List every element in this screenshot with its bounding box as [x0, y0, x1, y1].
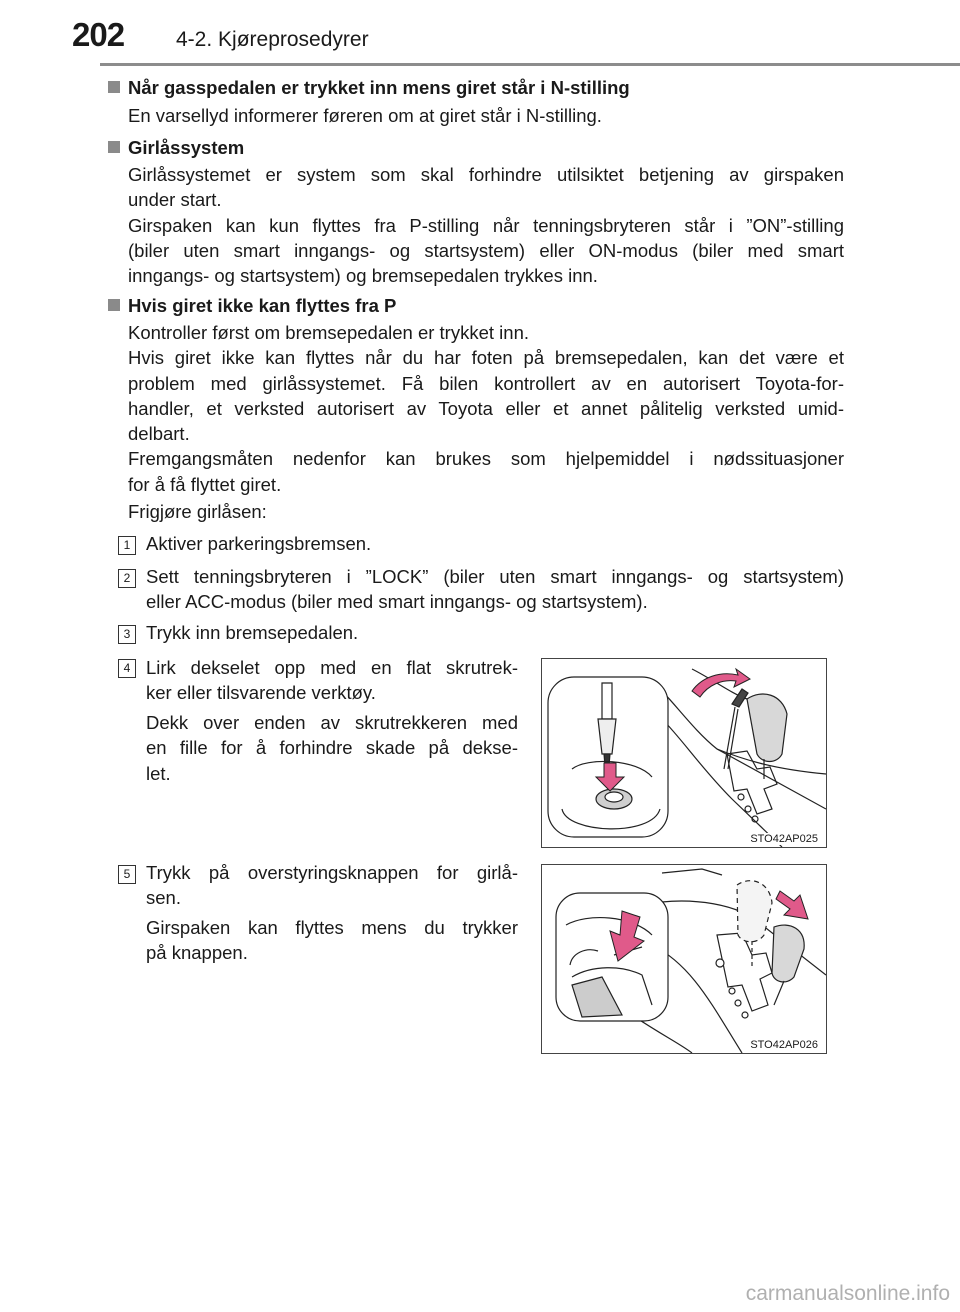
heading-shift-lock: Girlåssystem	[108, 136, 244, 160]
figure-code: STO42AP026	[750, 1039, 818, 1051]
paragraph-release-intro: Frigjøre girlåsen:	[128, 501, 267, 522]
heading-cannot-shift: Hvis giret ikke kan flyttes fra P	[108, 294, 396, 318]
step-number-1: 1	[118, 536, 136, 555]
step-4-text: Lirk dekselet opp med en flat skrutrek- ker eller tilsvarende verktøy.	[146, 657, 518, 704]
step-number-4: 4	[118, 659, 136, 678]
header-divider	[100, 63, 960, 66]
page-number: 202	[72, 16, 125, 53]
paragraph-shift-lock: Girlåssystemet er system som skal forhindre utilsiktet betjening av girspaken under start. Girspaken kan kun flyttes fra P-stilling når tenningsbryteren står i ”ON”-stilling (biler uten smart inngangs- og startsystem) eller ON-modus (biler med smart inngangs- og startsystem) og bremsepedalen trykkes inn.	[128, 164, 844, 287]
step-4-note: Dekk over enden av skrutrekkeren med en fille for å forhindre skade på dekse- let.	[146, 712, 518, 784]
page-header	[0, 0, 960, 62]
watermark: carmanualsonline.info	[745, 1282, 950, 1305]
paragraph-n-position: En varsellyd informerer føreren om at giret står i N-stilling.	[128, 105, 602, 126]
figure-release-button	[541, 864, 827, 1054]
figure-pry-cover-illustration	[542, 659, 826, 847]
paragraph-cannot-shift: Kontroller først om bremsepedalen er trykket inn. Hvis giret ikke kan flyttes når du har foten på bremsepedalen, kan det være et problem med girlåssystemet. Få bilen kontrollert av en autorisert Toyota-for- handler, et verksted autorisert av Toyota eller et annet pålitelig verksted umid- delbart. Fremgangsmåten nedenfor kan brukes som hjelpemiddel i nødssituasjoner for å få flyttet giret.	[128, 322, 844, 495]
step-5-text: Trykk på overstyringsknappen for girlå- sen.	[146, 862, 518, 909]
heading-n-position: Når gasspedalen er trykket inn mens giret står i N-stilling	[108, 76, 630, 100]
square-bullet-icon	[108, 141, 120, 153]
step-number-5: 5	[118, 865, 136, 884]
figure-release-button-illustration	[542, 865, 826, 1053]
step-3-text: Trykk inn bremsepedalen.	[146, 622, 359, 643]
step-number-3: 3	[118, 625, 136, 644]
step-2-text: Sett tenningsbryteren i ”LOCK” (biler uten smart inngangs- og startsystem) eller ACC-modus (biler med smart inngangs- og startsystem).	[146, 566, 844, 613]
step-number-2: 2	[118, 569, 136, 588]
step-5-note: Girspaken kan flyttes mens du trykker på knappen.	[146, 917, 518, 964]
section-title: 4-2. Kjøreprosedyrer	[176, 28, 369, 51]
step-1-text: Aktiver parkeringsbremsen.	[146, 533, 372, 554]
figure-pry-cover	[541, 658, 827, 848]
square-bullet-icon	[108, 299, 120, 311]
square-bullet-icon	[108, 81, 120, 93]
figure-code: STO42AP025	[750, 833, 818, 845]
